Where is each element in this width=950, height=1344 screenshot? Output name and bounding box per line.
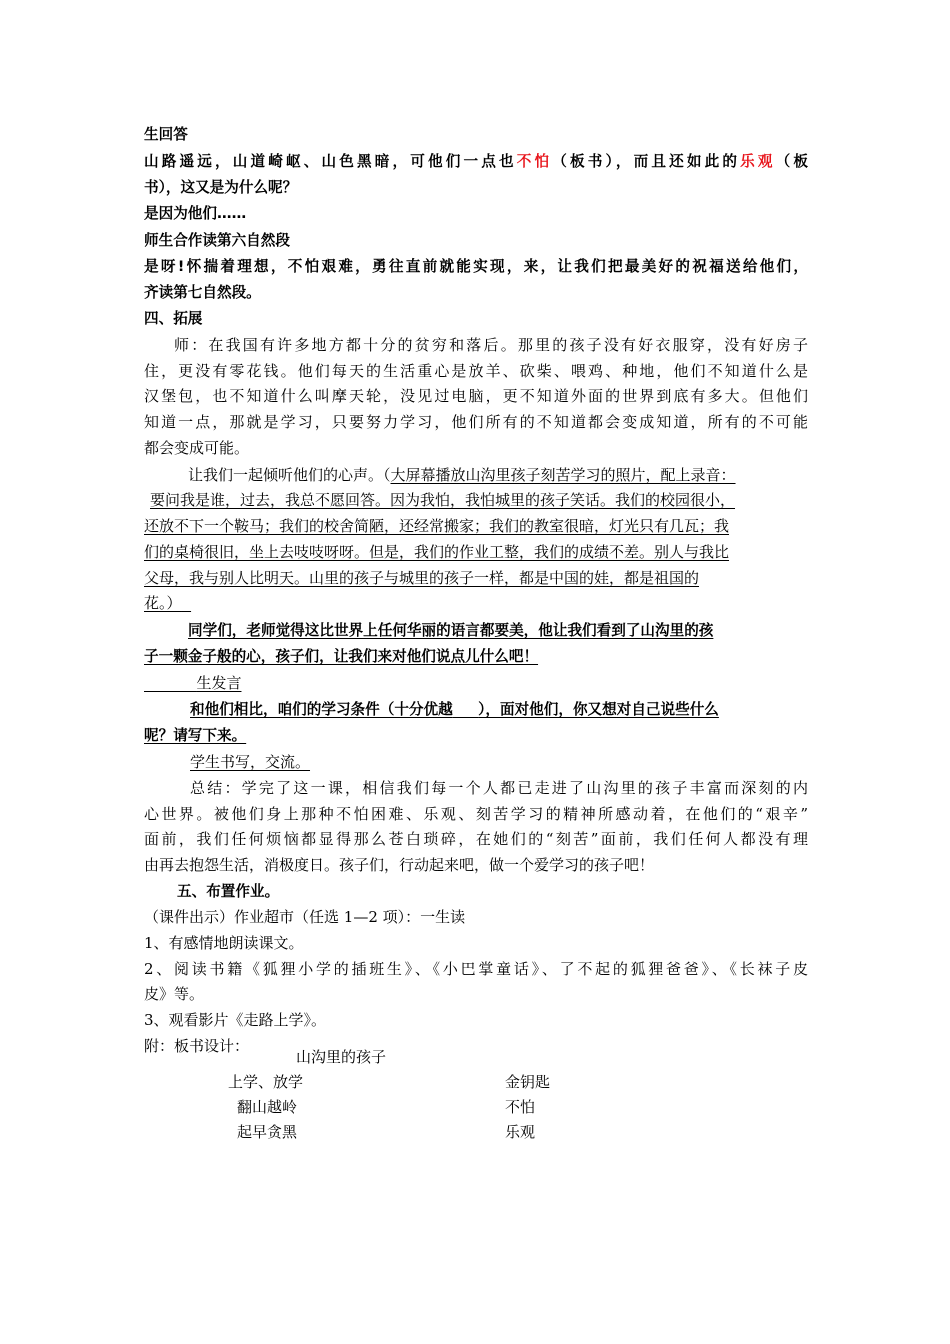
para7-line2: 心世界。被他们身上那种不怕困难、乐观、刻苦学习的精神所感动着，在他们的“艰辛” (144, 805, 808, 823)
appendix-label: 附：板书设计： (144, 1037, 250, 1055)
para1-line5: 都会变成可能。 (144, 439, 250, 457)
para2-line5: 父母，我与别人比明天。山里的孩子与城里的孩子一样，都是中国的娃，都是祖国的 (144, 569, 700, 587)
para7-line3: 面前，我们任何烦恼都显得那么苍白琐碎，在她们的“刻苦”面前，我们任何人都没有理 (144, 830, 808, 848)
para2-line3: 还放不下一个鞍马；我们的校舍简陋，还经常搬家；我们的教室很暗，灯光只有几瓦；我 (144, 517, 730, 535)
homework-item-1: 1、有感情地朗读课文。 (144, 934, 304, 952)
para3-line1: 同学们，老师觉得这比世界上任何华丽的语言都要美，他让我们看到了山沟里的孩 (188, 622, 714, 639)
para1-line3: 汉堡包，也不知道什么叫摩天轮，没见过电脑，更不知道外面的世界到底有多大。但他们 (144, 387, 808, 405)
para3-line2: 子一颗金子般的心，孩子们，让我们来对他们说点儿什么吧！ (144, 648, 539, 665)
homework-item-2: 2、阅读书籍《狐狸小学的插班生》、《小巴掌童话》、了不起的狐狸爸爸》、《长袜子皮 (144, 960, 808, 978)
para2-line4: 们的桌椅很旧，坐上去吱吱呀呀。但是，我们的作业工整，我们的成绩不差。别人与我比 (144, 543, 730, 561)
board-right-item: 金钥匙 (505, 1073, 551, 1091)
board-left-item: 起早贪黑 (237, 1123, 298, 1141)
homework-item-3: 3、观看影片《走路上学》。 (144, 1011, 327, 1029)
board-word-optimistic: 乐观 (740, 153, 776, 170)
line-coread-6: 师生合作读第六自然段 (144, 232, 290, 249)
section-heading-homework: 五、布置作业。 (177, 883, 280, 900)
para6-write: 学生书写，交流。 (190, 753, 311, 771)
para7-line1: 总结：学完了这一课，相信我们每一个人都已走进了山沟里的孩子丰富而深刻的内 (190, 779, 808, 797)
board-title: 山沟里的孩子 (296, 1048, 387, 1066)
para5-line1: 和他们相比，咱们的学习条件（十分优越 ），面对他们，你又想对自己说些什么 (190, 701, 719, 718)
para7-line4: 由再去抱怨生活，消极度日。孩子们，行动起来吧，做一个爱学习的孩子吧！ (144, 856, 655, 874)
line-because: 是因为他们…… (144, 205, 247, 222)
line-question: 山路遥远，山道崎岖、山色黑暗，可他们一点也不怕（板书），而且还如此的乐观（板 (144, 153, 808, 170)
board-right-item: 不怕 (505, 1098, 536, 1116)
homework-intro: （课件出示）作业超市（任选 1—2 项）：一生读 (144, 908, 466, 926)
para5-line2: 呢？请写下来。 (144, 727, 247, 744)
board-left-item: 上学、放学 (228, 1073, 304, 1091)
line-student-answer: 生回答 (144, 126, 188, 143)
line-coread-7: 齐读第七自然段。 (144, 284, 261, 301)
para2-line2: 要问我是谁，过去，我总不愿回答。因为我怕，我怕城里的孩子笑话。我们的校园很小， (150, 491, 736, 509)
para1-line2: 住，更没有零花钱。他们每天的生活重心是放羊、砍柴、喂鸡、种地，他们不知道什么是 (144, 362, 808, 380)
line-question-cont: 书），这又是为什么呢？ (144, 179, 298, 196)
para2-line1: 让我们一起倾听他们的心声。（大屏幕播放山沟里孩子刻苦学习的照片，配上录音： (188, 466, 736, 484)
board-right-item: 乐观 (505, 1123, 536, 1141)
para4-student-speak: 生发言 (196, 674, 242, 692)
section-heading-extension: 四、拓展 (144, 310, 203, 327)
para2-line6: 花。） (144, 594, 182, 612)
homework-item-2-cont: 皮》等。 (144, 985, 205, 1003)
board-word-not-afraid: 不怕 (516, 153, 553, 170)
para1-line4: 知道一点，那就是学习，只要努力学习，他们所有的不知道都会变成知道，所有的不可能 (144, 413, 808, 431)
line-blessing: 是呀!怀揣着理想，不怕艰难，勇往直前就能实现，来，让我们把最美好的祝福送给他们， (144, 258, 808, 275)
para1-line1: 师：在我国有许多地方都十分的贫穷和落后。那里的孩子没有好衣服穿，没有好房子 (174, 336, 808, 354)
board-left-item: 翻山越岭 (237, 1098, 298, 1116)
